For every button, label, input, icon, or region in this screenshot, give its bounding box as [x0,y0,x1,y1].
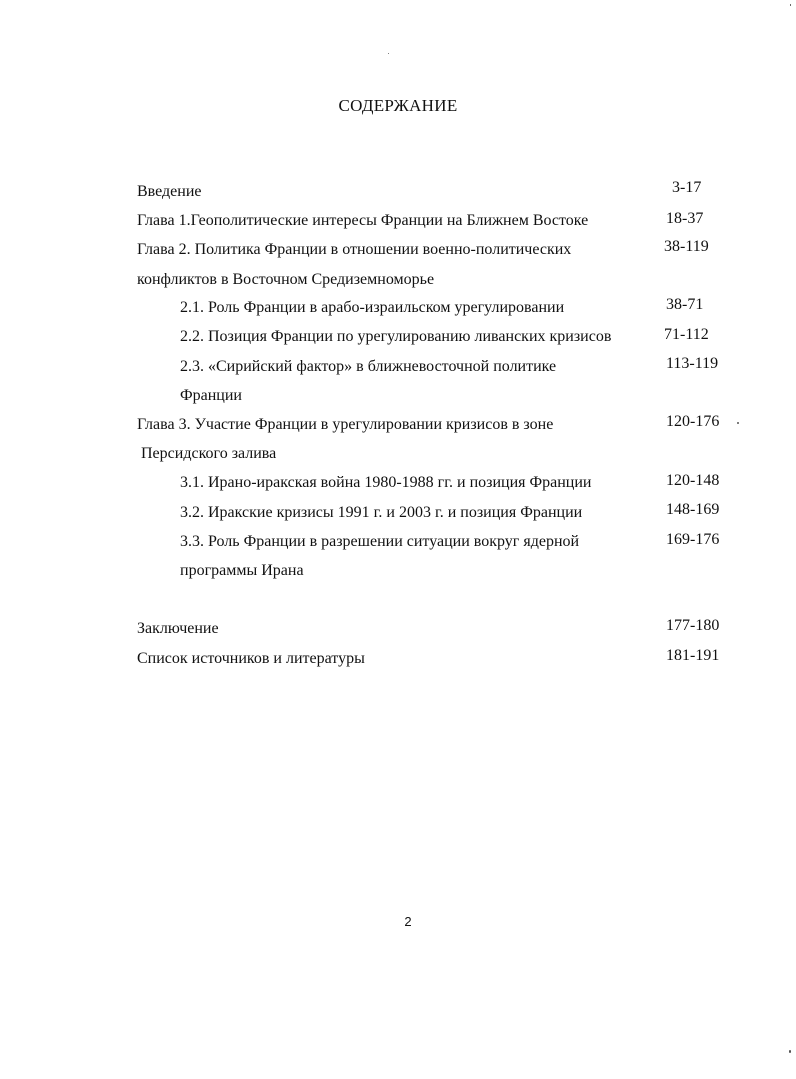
toc-entry-pages: 38-71 [666,296,704,313]
toc-entry-pages: 120-176 [666,413,720,430]
toc-entry-pages: 113-119 [666,355,719,372]
toc-entry-pages: 181-191 [666,647,720,664]
toc-entry-text: программы Ирана [180,562,304,579]
toc-entry-text: Список источников и литературы [137,650,365,667]
toc-entry-text: 3.3. Роль Франции в разрешении ситуации вокруг ядерной [180,533,580,550]
scan-speck [790,4,791,6]
toc-entry-text: Заключение [137,620,219,637]
toc-entry-text: 3.1. Ирано-иракская война 1980-1988 гг. и позиция Франции [180,474,592,491]
page-number: 2 [404,914,412,929]
toc-entry-text: Глава 3. Участие Франции в урегулировании кризисов в зоне [137,416,554,433]
toc-entry-pages: 18-37 [666,210,704,227]
toc-entry-text: 3.2. Иракские кризисы 1991 г. и 2003 г. и позиция Франции [180,504,583,521]
scan-speck [737,422,739,424]
toc-entry-text: 2.3. «Сирийский фактор» в ближневосточной политике [180,358,557,375]
toc-entry-pages: 38-119 [664,238,709,255]
scan-speck [789,1050,791,1053]
scan-speck [388,53,389,54]
toc-entry-pages: 169-176 [666,531,720,548]
toc-entry-pages: 148-169 [666,501,720,518]
page-title: СОДЕРЖАНИЕ [338,96,458,115]
toc-entry-pages: 71-112 [664,326,709,343]
toc-entry-pages: 177-180 [666,617,720,634]
toc-entry-text: 2.2. Позиция Франции по урегулированию ливанских кризисов [180,328,612,345]
toc-entry-pages: 120-148 [666,472,720,489]
toc-entry-text: Персидского залива [141,445,277,462]
toc-entry-text: Франции [180,387,242,404]
toc-entry-text: 2.1. Роль Франции в арабо-израильском урегулировании [180,299,565,316]
toc-entry-pages: 3-17 [672,179,702,196]
toc-entry-text: Введение [137,183,202,200]
toc-entry-text: конфликтов в Восточном Средиземноморье [137,271,435,288]
toc-entry-text: Глава 1.Геополитические интересы Франции на Ближнем Востоке [137,212,589,229]
toc-entry-text: Глава 2. Политика Франции в отношении военно-политических [137,241,572,258]
